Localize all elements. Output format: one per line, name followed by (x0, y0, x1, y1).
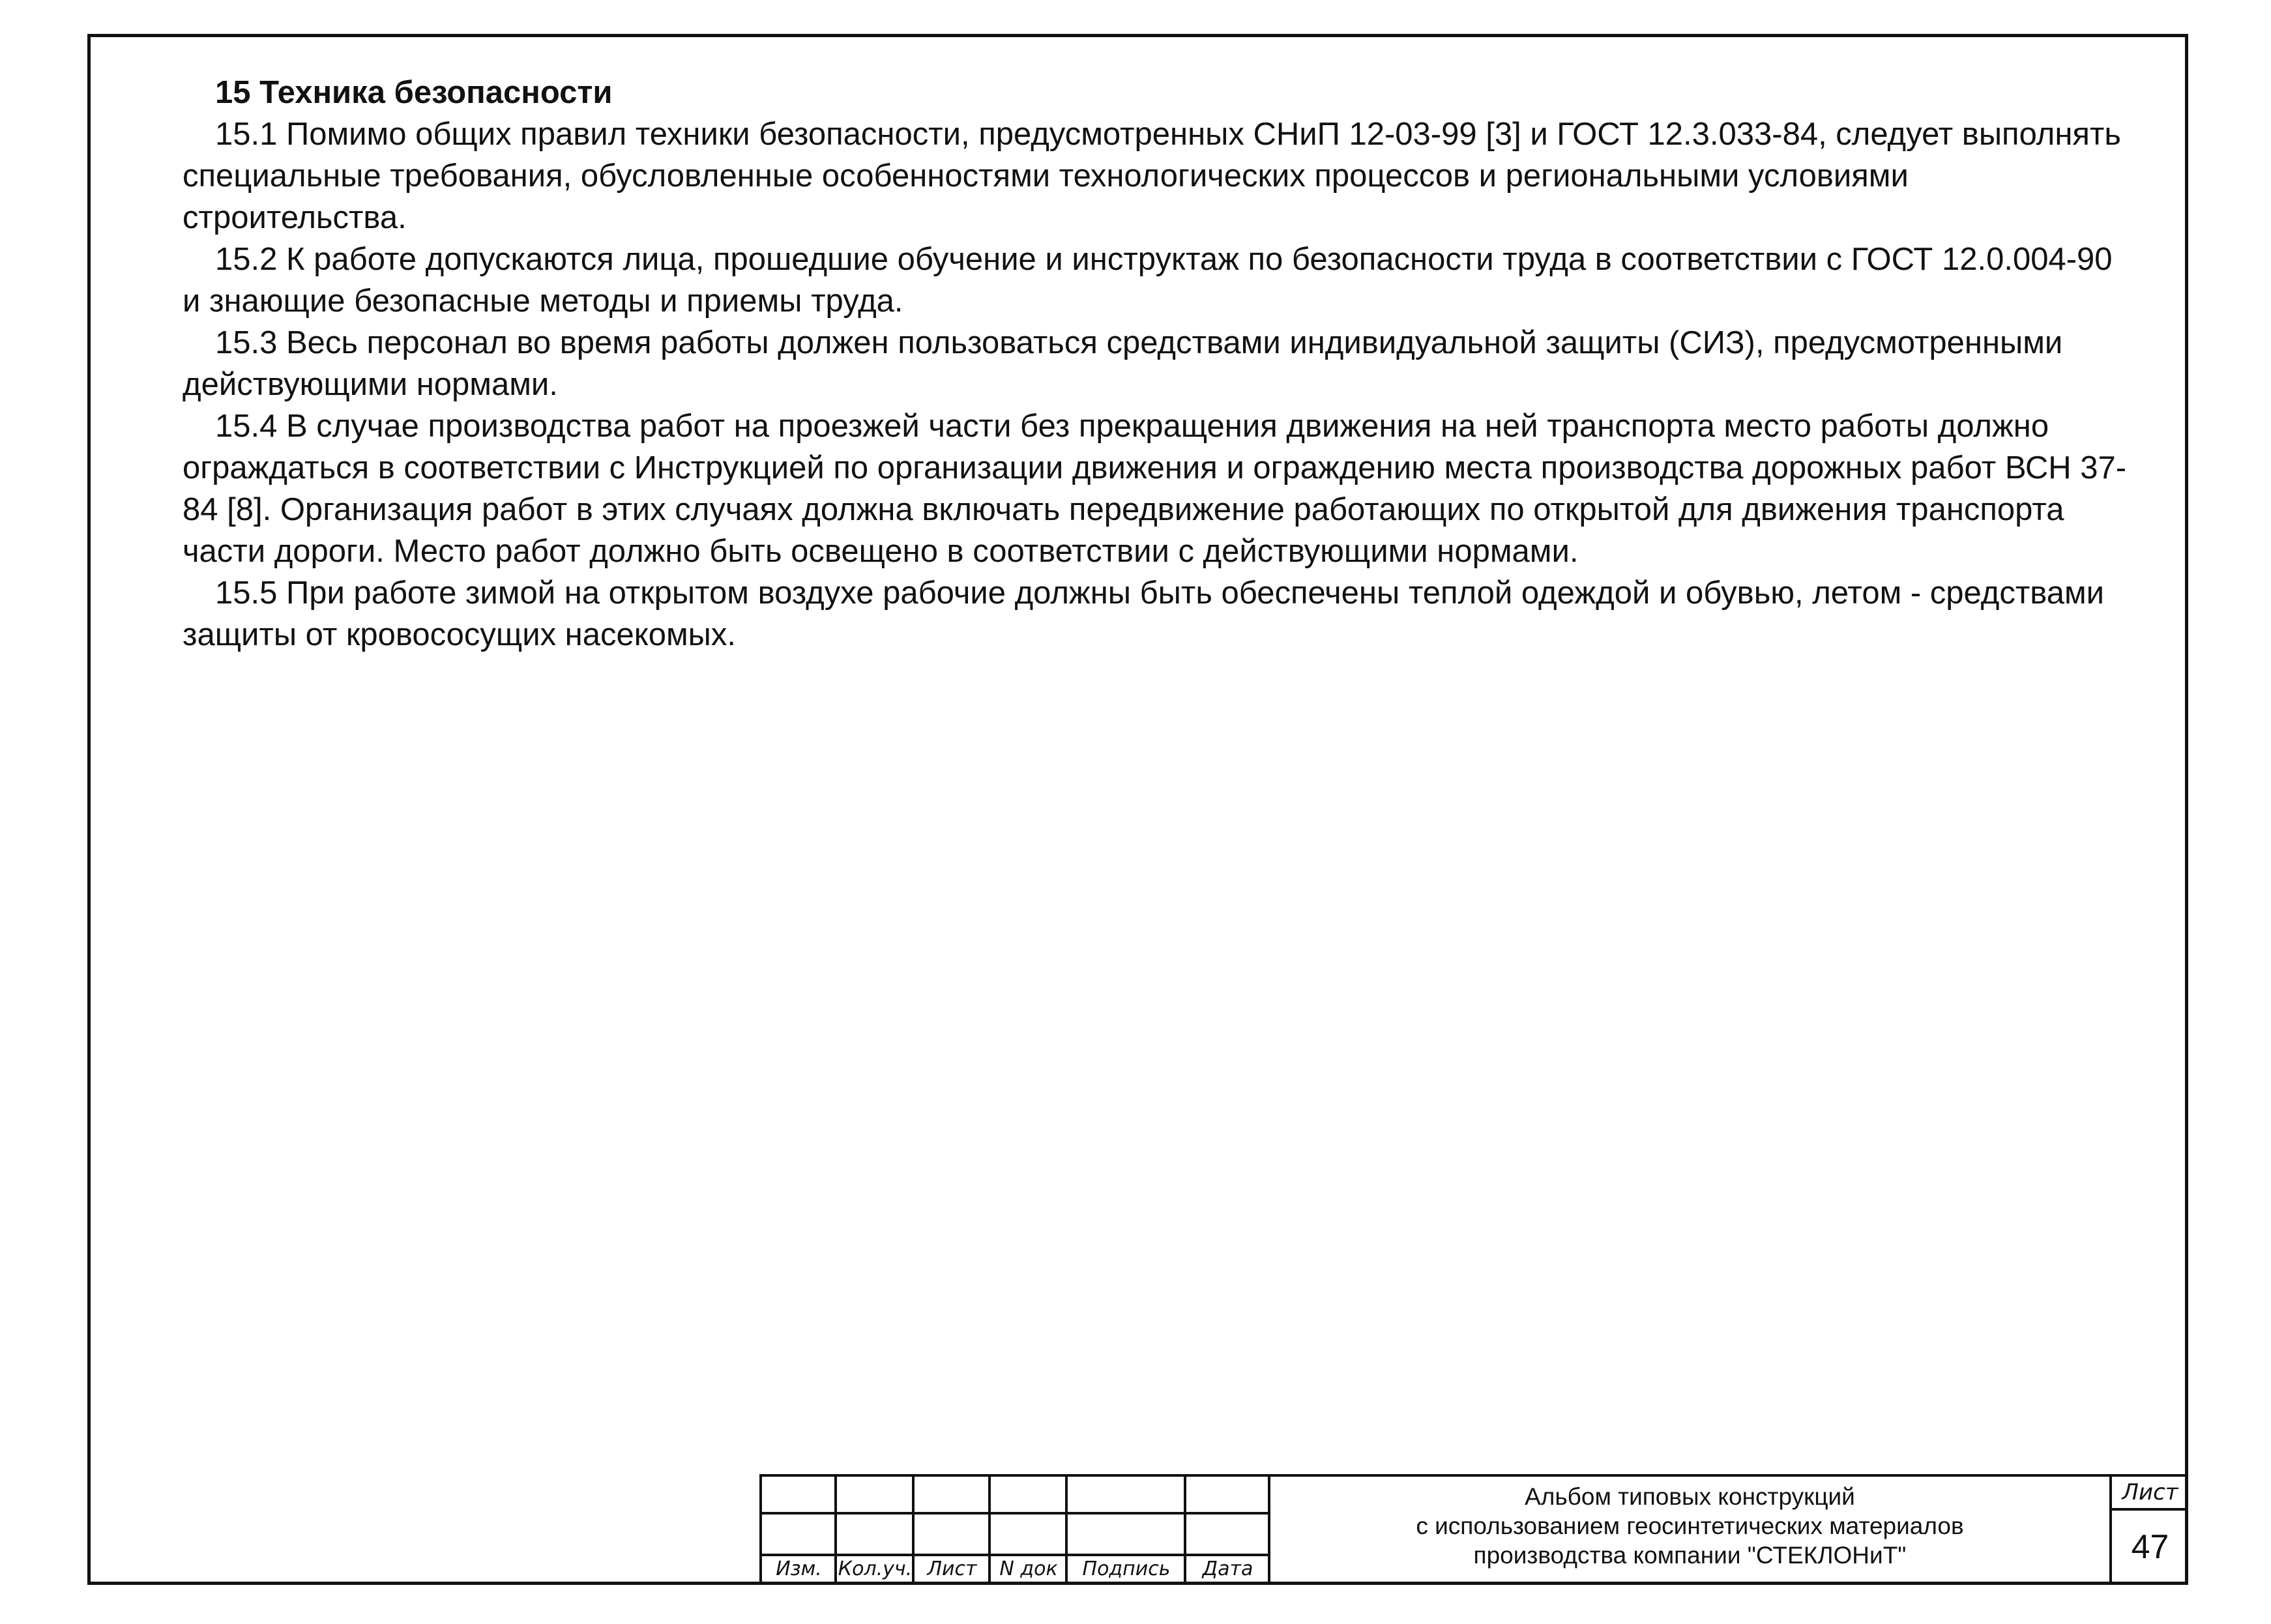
paragraph-15-2: 15.2 К работе допускаются лица, прошедшие обучение и инструктаж по безопасности труда в соответствии с ГОСТ 12.0.004-90 и знающие безопасные методы и приемы труда. (183, 242, 2113, 319)
paragraph-15-4: 15.4 В случае производства работ на проезжей части без прекращения движения на ней транспорта место работы должно ограждаться в соответствии с Инструкцией по организации движения и ограждению места производства дорожных работ ВСН 37-84 [8]. Организация работ в этих случаях должна включать передвижение работающих по открытой для движения транспорта части дороги. Место работ должно быть освещено в соответствии с действующими нормами. (183, 409, 2127, 569)
document-body (183, 72, 2138, 656)
col-label-n-dok: N док (999, 1558, 1058, 1580)
section-title: 15 Техника безопасности (215, 75, 613, 110)
sheet-number: 47 (2131, 1528, 2169, 1566)
album-line-2: с использованием геосинтетических материалов (1416, 1513, 1964, 1539)
album-title (1269, 1474, 2111, 1585)
sheet-label: Лист (2122, 1479, 2178, 1505)
col-label-list: Лист (927, 1558, 977, 1580)
title-block (759, 1474, 2188, 1585)
paragraph-15-3: 15.3 Весь персонал во время работы должен пользоваться средствами индивидуальной защиты (СИЗ), предусмотренными действующими нормами. (183, 325, 2063, 402)
album-line-1: Альбом типовых конструкций (1525, 1483, 1855, 1510)
album-line-3: производства компании "СТЕКЛОНиТ" (1473, 1542, 1907, 1569)
col-label-podpis: Подпись (1082, 1558, 1171, 1580)
col-label-data: Дата (1202, 1558, 1253, 1580)
col-label-kol-uch: Кол.уч. (838, 1558, 913, 1580)
paragraph-15-5: 15.5 При работе зимой на открытом воздухе рабочие должны быть обеспечены теплой одеждой и обувью, летом - средствами защиты от кровососущих насекомых. (183, 575, 2105, 652)
paragraph-15-1: 15.1 Помимо общих правил техники безопасности, предусмотренных СНиП 12-03-99 [3] и ГОСТ 12.3.033-84, следует выполнять специальные требования, обусловленные особенностями технологических процессов и региональными условиями строительства. (183, 117, 2121, 235)
col-label-izm: Изм. (776, 1558, 822, 1580)
